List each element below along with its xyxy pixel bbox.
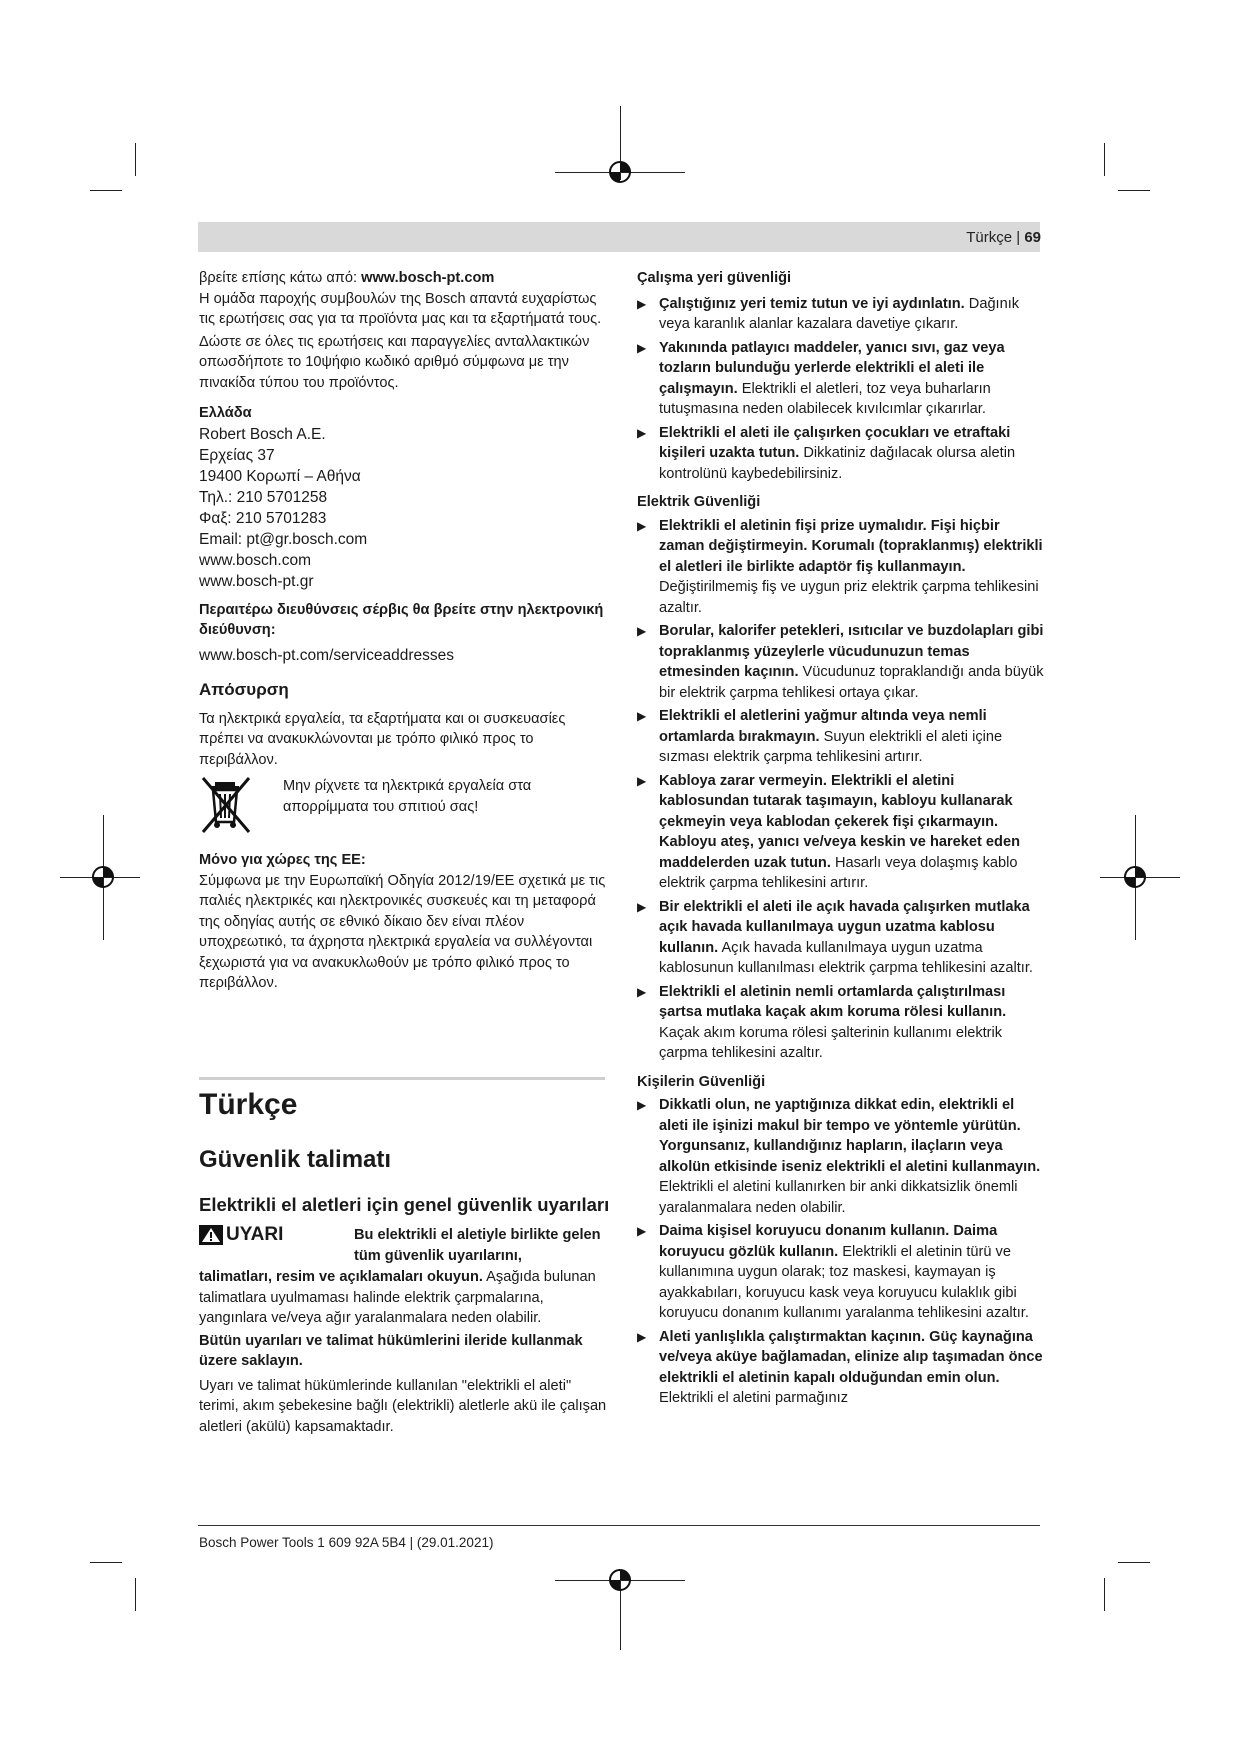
- personal-safety-heading: Kişilerin Güvenliği: [637, 1073, 766, 1090]
- footer-text: Bosch Power Tools 1 609 92A 5B4 | (29.01.2021): [199, 1535, 494, 1550]
- list-item: ▶ Bir elektrikli el aleti ile açık havada çalışırken mutlaka açık havada kullanılmaya uygun uzatma kablosu kullanın. Açık havada kullanılmaya uygun uzatma kablosunun kullanılması elektrik çarpma tehlikesini azaltır.: [637, 898, 1033, 976]
- list-item: ▶ Aleti yanlışlıkla çalıştırmaktan kaçının. Güç kaynağına ve/veya aküye bağlamadan, elinize alıp taşımadan önce elektrikli el aletinin kapalı olduğundan emin olun. Elektrikli el aletini parmağınız: [637, 1328, 1043, 1406]
- warning-intro: Bu elektrikli el aletiyle birlikte gelen tüm güvenlik uyarılarını,: [354, 1227, 601, 1264]
- warning-rest-text: Aşağıda bulunan talimatlara uyulmaması halinde elektrik çarpmalarına, yangınlara ve/veya ağır yaralanmalara neden olabilir.: [199, 1269, 596, 1326]
- crossed-out-bin-icon: [199, 776, 255, 836]
- eu-text: Σύμφωνα με την Ευρωπαϊκή Οδηγία 2012/19/ΕΕ σχετικά με τις παλιές ηλεκτρικές και ηλεκτρονικές συσκευές και τη μεταφορά της οδηγίας αυτής σε εθνικό δίκαιο δεν είναι πλέον υποχρεωτικό, τα άχρηστα ηλεκτρικά εργαλεία να συλλέγονται ξεχωριστά για να ανακυκλωθούν με τρόπο φιλικό προς το περιβάλλον.: [199, 872, 606, 991]
- contact-paragraph: [199, 268, 609, 330]
- warning-bold-text: talimatları, resim ve açıklamaları okuyun.: [199, 1269, 483, 1285]
- list-item: ▶ Kabloya zarar vermeyin. Elektrikli el aletini kablosundan tutarak taşımayın, kabloyu kullanarak çekmeyin veya kablodan çekerek fişi çıkarmayın. Kabloyu ateş, yanıcı ve/veya keskin ve hareket eden maddelerden uzak tutun. Hasarlı veya dolaşmış kablo elektrik çarpma tehlikesini artırır.: [637, 772, 1020, 891]
- warning-text: [199, 1267, 609, 1329]
- list-item: ▶ Elektrikli el aletlerini yağmur altında veya nemli ortamlarda bırakmayın. Suyun elektrikli el aleti içine sızması elektrik çarpma tehlikesini artırır.: [637, 708, 1003, 765]
- registration-mark-icon: [1123, 865, 1147, 889]
- running-header: [966, 229, 1041, 246]
- section-title: Türkçe: [199, 1088, 298, 1121]
- general-warnings-title: Elektrikli el aletleri için genel güvenlik uyarıları: [199, 1194, 610, 1215]
- address-line: Ερχείας 37: [199, 446, 275, 464]
- footer-rule: [198, 1525, 1040, 1526]
- section-divider: [199, 1077, 605, 1080]
- keep-instructions: Bütün uyarıları ve talimat hükümlerini ileride kullanmak üzere saklayın.: [199, 1332, 583, 1369]
- fax-line: Φαξ: 210 5701283: [199, 509, 327, 527]
- warning-header: [199, 1225, 609, 1267]
- definition-text: Uyarı ve talimat hükümlerinde kullanılan "elektrikli el aleti" terimi, akım şebekesine bağlı (elektrikli) aletlerle akü ile çalışan aletleri (akülü) kapsamaktadır.: [199, 1377, 607, 1435]
- eu-heading: Μόνο για χώρες της ΕΕ:: [199, 852, 366, 868]
- header-bar: [198, 222, 1040, 252]
- left-column: [199, 268, 609, 994]
- electrical-list: [637, 516, 1047, 1064]
- registration-mark-icon: [608, 1568, 632, 1592]
- service-heading: Περαιτέρω διευθύνσεις σέρβις θα βρείτε στην ηλεκτρονική διεύθυνση:: [199, 601, 604, 638]
- list-item: ▶ Dikkatli olun, ne yaptığınıza dikkat edin, elektrikli el aleti ile işinizi makul bir tempo ve yöntemle yürütün. Yorgunsanız, kullandığınız hapların, ilaçların veya alkolün etkisinde iseniz elektrikli el aletini kullanmayın. Elektrikli el aletini kullanırken bir anki dikkatsizlik önemli yaralanmalara neden olabilir.: [637, 1097, 1041, 1216]
- list-item: ▶ Elektrikli el aletinin fişi prize uymalıdır. Fişi hiçbir zaman değiştirmeyin. Korumalı (topraklanmış) elektrikli el aletleri ile birlikte adaptör fiş kullanmayın. Değiştirilmemiş fiş ve uygun priz elektrik çarpma tehlikesini azaltır.: [637, 517, 1043, 616]
- address-line: Robert Bosch A.E.: [199, 425, 326, 443]
- disposal-heading: Απόσυρση: [199, 680, 289, 699]
- page-number: 69: [1024, 229, 1041, 246]
- list-item: ▶ Elektrikli el aletinin nemli ortamlarda çalıştırılması şartsa mutlaka kaçak akım koruma rölesi kullanın. Kaçak akım koruma rölesi şalterinin kullanımı elektrik çarpma tehlikesini azaltır.: [637, 983, 1007, 1061]
- address-line: 19400 Κορωπί – Αθήνα: [199, 467, 361, 485]
- safety-title: Güvenlik talimatı: [199, 1146, 392, 1173]
- personal-safety-list: [637, 1095, 1047, 1409]
- registration-mark-icon: [608, 160, 632, 184]
- email-line[interactable]: Email: pt@gr.bosch.com: [199, 530, 368, 548]
- disposal-note: Μην ρίχνετε τα ηλεκτρικά εργαλεία στα απορρίμματα του σπιτιού σας!: [283, 778, 532, 815]
- header-separator: |: [1016, 229, 1021, 246]
- website-line[interactable]: www.bosch.com: [199, 551, 311, 569]
- warning-block: [199, 1225, 609, 1437]
- warning-triangle-icon: [199, 1225, 223, 1245]
- registration-mark-icon: [91, 865, 115, 889]
- bosch-link[interactable]: www.bosch-pt.com: [361, 270, 495, 286]
- phone-line: Τηλ.: 210 5701258: [199, 488, 328, 506]
- list-item: ▶ Yakınında patlayıcı maddeler, yanıcı sıvı, gaz veya tozların bulunduğu yerlerde elektrikli el aleti ile çalışmayın. Elektrikli el aletleri, toz veya buharların tutuşmasına neden olabilecek kıvılcımlar çıkarırlar.: [637, 339, 1005, 417]
- order-paragraph: Δώστε σε όλες τις ερωτήσεις και παραγγελίες ανταλλακτικών οπωσδήποτε το 10ψήφιο κωδικό αριθμό σύμφωνα με την πινακίδα τύπου του προϊόντος.: [199, 333, 590, 391]
- warning-word: UYARI: [226, 1224, 284, 1245]
- disposal-text: Τα ηλεκτρικά εργαλεία, τα εξαρτήματα και οι συσκευασίες πρέπει να ανακυκλώνονται με τρόπο φιλικό προς το περιβάλλον.: [199, 710, 566, 768]
- work-area-list: [637, 294, 1047, 485]
- list-item: ▶ Elektrikli el aleti ile çalışırken çocukları ve etraftaki kişileri uzakta tutun. Dikkatiniz dağılacak olursa aletin kontrolünü kaybedebilirsiniz.: [637, 424, 1016, 482]
- header-section: Türkçe: [966, 229, 1013, 246]
- website-line[interactable]: www.bosch-pt.gr: [199, 572, 314, 590]
- list-item: ▶ Daima kişisel koruyucu donanım kullanın. Daima koruyucu gözlük kullanın. Elektrikli el aletinin türü ve kullanımına uygun olarak; toz maskesi, kaymayan iş ayakkabıları, koruyucu kask veya koruyucu kulaklık gibi koruyucu donanım kullanımı yaralanma tehlikesini azaltır.: [637, 1223, 1029, 1321]
- warning-label: [199, 1225, 283, 1246]
- contact-text: Η ομάδα παροχής συμβουλών της Bosch απαντά ευχαρίστως τις ερωτήσεις σας για τα προϊόντα μας και τα εξαρτήματά τους.: [199, 290, 602, 327]
- greece-address: [199, 424, 609, 592]
- service-link[interactable]: www.bosch-pt.com/serviceaddresses: [199, 646, 454, 664]
- right-column: [637, 268, 1047, 1409]
- disposal-note-block: [199, 774, 609, 838]
- work-area-heading: Çalışma yeri güvenliği: [637, 270, 792, 286]
- greece-heading: Ελλάδα: [199, 405, 252, 421]
- list-item: ▶ Borular, kalorifer petekleri, ısıtıcılar ve buzdolapları gibi topraklanmış yüzeylerle vücudunuzun temas etmesinden kaçının. Vücudunuz topraklandığı anda büyük bir elektrik çarpma tehlikesi ortaya çıkar.: [637, 623, 1044, 701]
- list-item: ▶ Çalıştığınız yeri temiz tutun ve iyi aydınlatın. Dağınık veya karanlık alanlar kazalara davetiye çıkarır.: [637, 295, 1020, 332]
- contact-prefix: βρείτε επίσης κάτω από:: [199, 270, 362, 286]
- electrical-heading: Elektrik Güvenliği: [637, 494, 761, 510]
